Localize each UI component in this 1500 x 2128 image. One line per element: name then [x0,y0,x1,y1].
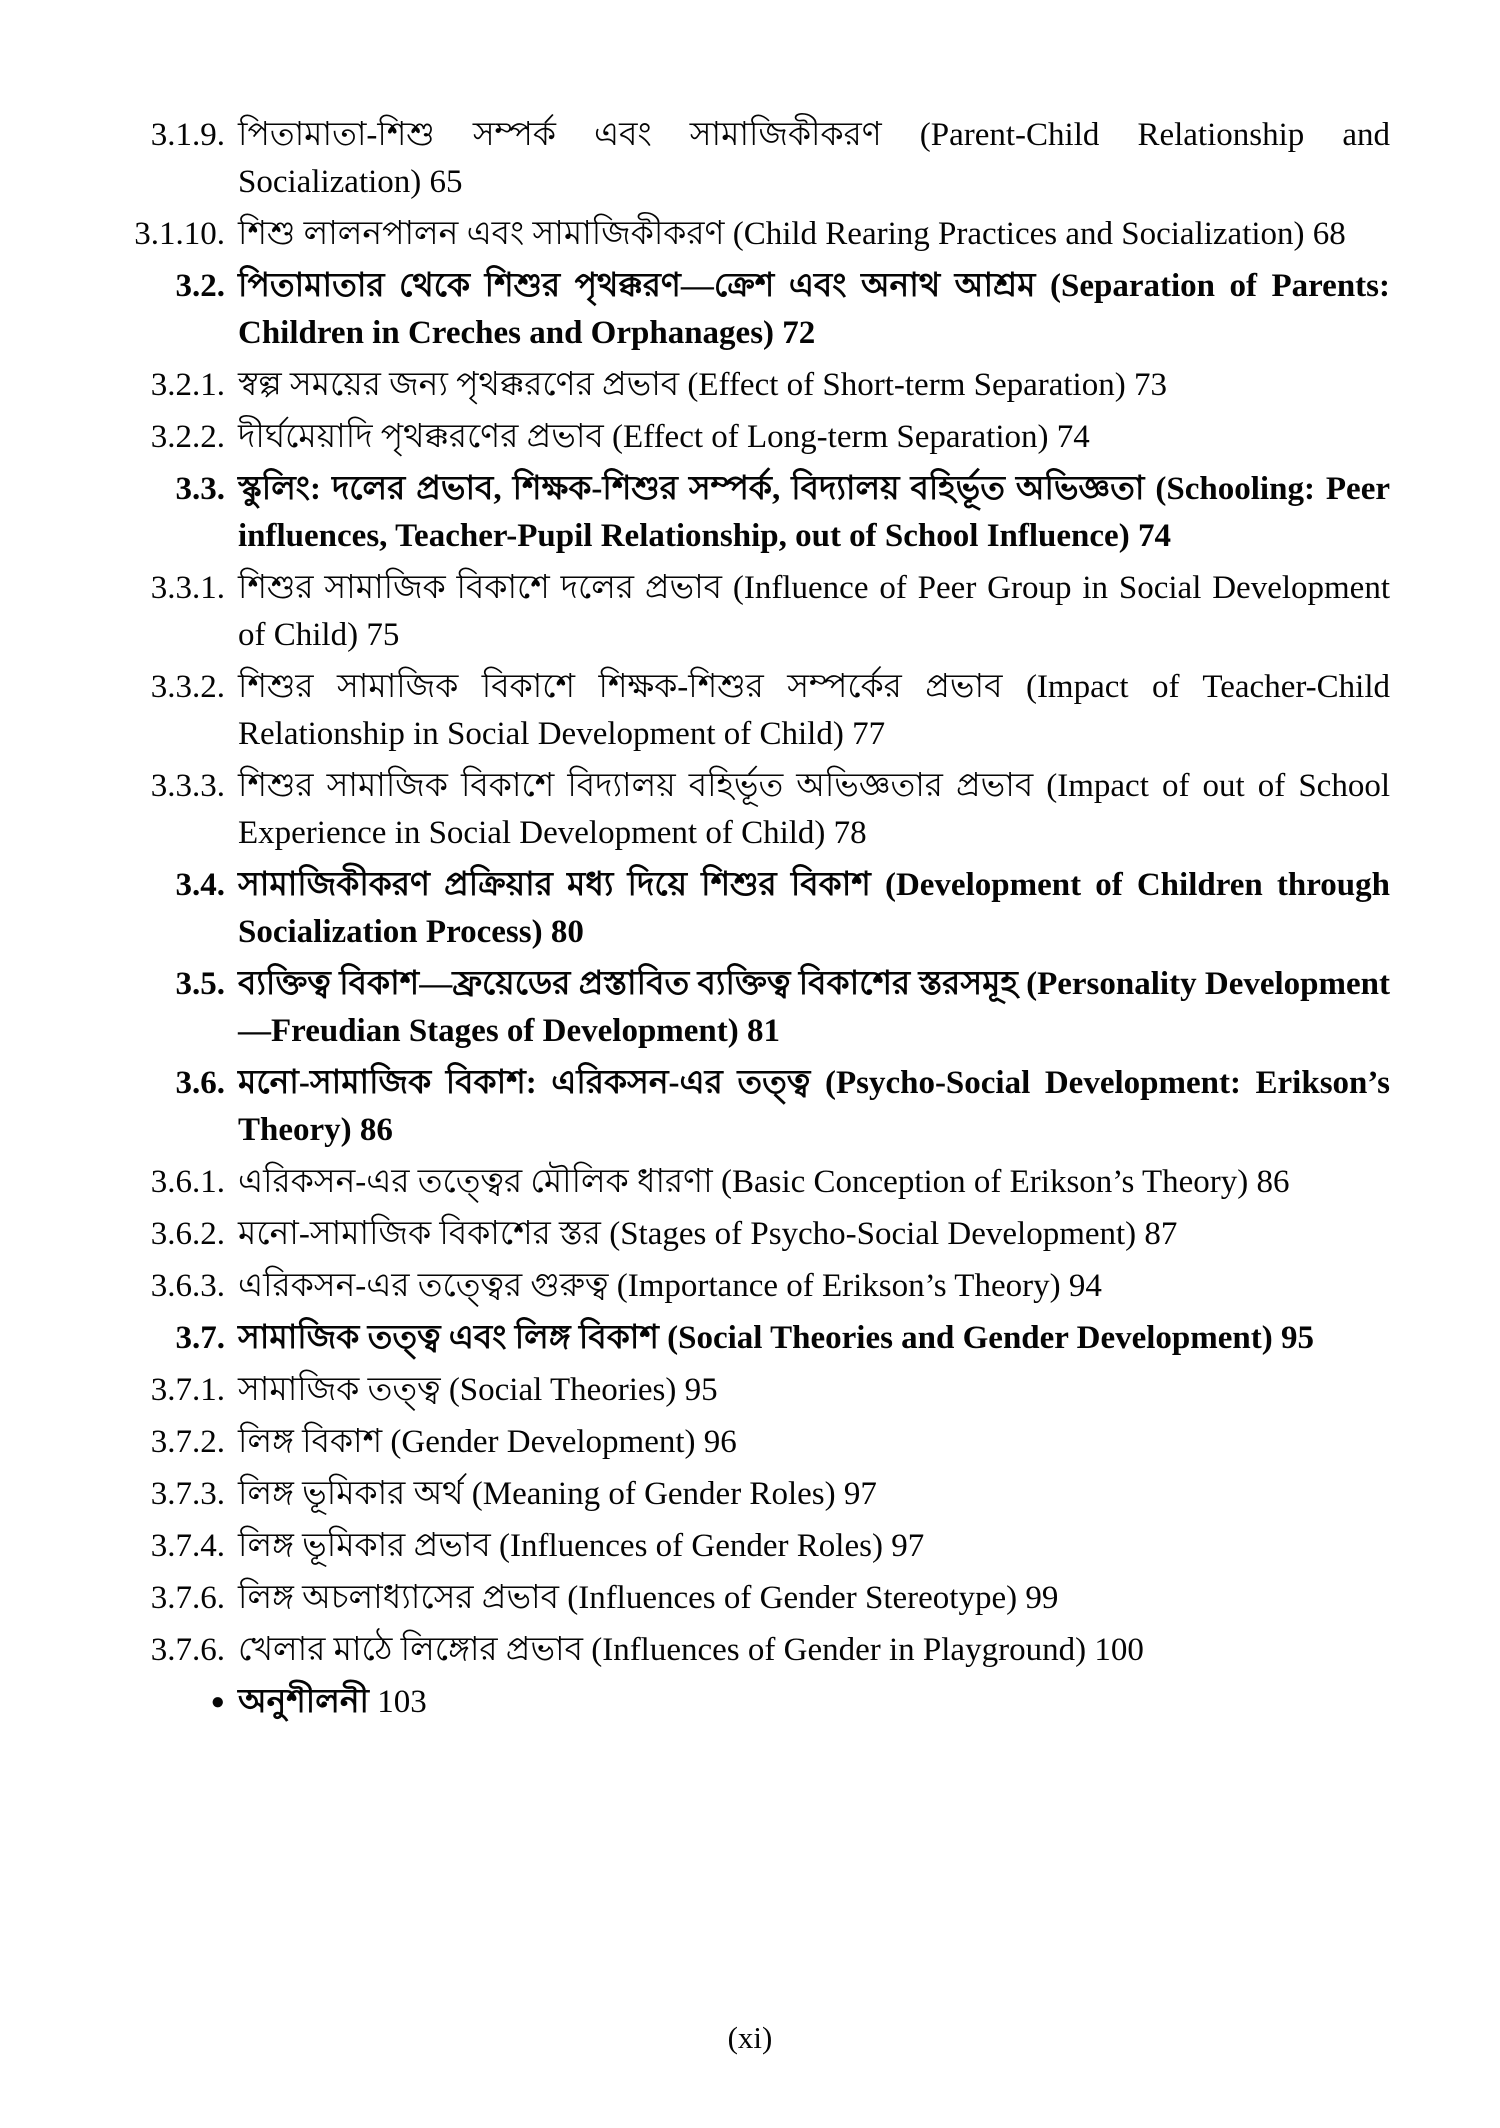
toc-entry-title-english: (Parent-Child Relationship and Socialization) [238,117,1390,200]
toc-entry-title-bengali: লিঙ্গ অচলাধ্যাসের প্রভাব [238,1580,559,1616]
toc-entry-page: 80 [550,914,584,950]
toc-entry-number: 3.1.10. [134,216,225,252]
page-number-footer: (xi) [727,2020,773,2055]
toc-entry-page: 78 [833,815,867,851]
toc-entry-page: 97 [843,1476,877,1512]
toc-entry-text [238,263,1390,357]
toc-entry [128,565,1390,659]
toc-entry-page: 77 [852,716,886,752]
toc-entry-title-english: (Influence of Peer Group in Social Development of Child) [238,570,1390,653]
toc-entry [128,1471,1390,1518]
toc-entry [128,862,1390,956]
toc-entry-title-english: (Social Theories) [448,1372,677,1408]
toc-entry-title-bengali: সামাজিক তত্ত্ব [238,1372,441,1408]
toc-entry-number: 3.3.1. [150,570,225,606]
toc-entry-title-bengali: এরিকসন-এর তত্ত্বের গুরুত্ব [238,1268,609,1304]
toc-entry-text [238,1211,1390,1258]
toc-entry-text [238,1523,1390,1570]
toc-list [128,112,1390,1731]
toc-entry-title-english: (Influences of Gender Roles) [499,1528,883,1564]
toc-entry-number: 3.2.2. [150,419,225,455]
toc-entry-title-bengali: সামাজিক তত্ত্ব এবং লিঙ্গ বিকাশ [238,1320,659,1356]
toc-entry [128,1315,1390,1362]
toc-entry-title-english: (Impact of Teacher-Child Relationship in Social Development of Child) [238,669,1391,752]
toc-entry-title-bengali: মনো-সামাজিক বিকাশের স্তর [238,1216,601,1252]
toc-entry-page: 99 [1025,1580,1059,1616]
toc-entry-title-english: (Psycho-Social Development: Erikson’s Theory) [238,1065,1391,1148]
toc-entry-number: 3.7.3. [150,1476,225,1512]
toc-entry-number: 3.6.2. [150,1216,225,1252]
toc-entry-page: 96 [703,1424,737,1460]
toc-entry-title-english: (Schooling: Peer influences, Teacher-Pupil Relationship, out of School Influence) [238,471,1390,554]
toc-entry-number: 3.2. [175,268,225,304]
toc-entry-title-english: (Gender Development) [390,1424,696,1460]
toc-entry-title-english: (Meaning of Gender Roles) [471,1476,836,1512]
toc-entry-number: ● [210,1689,225,1715]
toc-entry-number: 3.6.3. [150,1268,225,1304]
toc-entry-number: 3.4. [175,867,225,903]
toc-entry-title-bengali: দীর্ঘমেয়াদি পৃথক্করণের প্রভাব [238,419,604,455]
toc-entry-number: 3.7.6. [150,1580,225,1616]
toc-entry [128,263,1390,357]
toc-entry-number: 3.7. [175,1320,225,1356]
toc-entry [128,211,1390,258]
toc-entry-page: 75 [366,617,400,653]
toc-entry-title-bengali: স্কুলিং: দলের প্রভাব, শিক্ষক-শিশুর সম্পর্ক, বিদ্যালয় বহির্ভূত অভিজ্ঞতা [238,471,1145,507]
toc-entry-title-english: (Effect of Short-term Separation) [687,367,1126,403]
toc-entry-number: 3.1.9. [150,117,225,153]
toc-entry [128,1211,1390,1258]
toc-entry [128,1679,1390,1726]
toc-entry-title-english: (Separation of Parents: Children in Creches and Orphanages) [238,268,1390,351]
toc-entry-title-bengali: খেলার মাঠে লিঙ্গোর প্রভাব [238,1632,583,1668]
toc-entry-page: 72 [782,315,816,351]
toc-entry-title-bengali: সামাজিকীকরণ প্রক্রিয়ার মধ্য দিয়ে শিশুর বিকাশ [238,867,871,903]
toc-entry-page: 65 [429,164,463,200]
toc-entry-title-bengali: স্বল্প সময়ের জন্য পৃথক্করণের প্রভাব [238,367,680,403]
toc-entry-title-english: (Impact of out of School Experience in Social Development of Child) [238,768,1390,851]
toc-entry-title-english: (Development of Children through Socialization Process) [238,867,1390,950]
toc-entry-title-bengali: এরিকসন-এর তত্ত্বের মৌলিক ধারণা [238,1164,713,1200]
toc-entry-title-bengali: পিতামাতার থেকে শিশুর পৃথক্করণ—ক্রেশ এবং অনাথ আশ্রম [238,268,1036,304]
toc-entry-title-english: (Stages of Psycho-Social Development) [609,1216,1137,1252]
toc-entry-page: 95 [1280,1320,1314,1356]
toc-entry-title-bengali: অনুশীলনী [238,1684,369,1720]
toc-entry-text [238,1627,1390,1674]
toc-entry-title-bengali: শিশুর সামাজিক বিকাশে শিক্ষক-শিশুর সম্পর্কের প্রভাব [238,669,1003,705]
toc-entry [128,1419,1390,1466]
toc-entry-number: 3.3. [175,471,225,507]
toc-entry-page: 74 [1137,518,1171,554]
toc-entry-number: 3.2.1. [150,367,225,403]
toc-entry-text [238,466,1390,560]
toc-entry-page: 103 [377,1684,427,1720]
toc-entry-title-english: (Social Theories and Gender Development) [667,1320,1273,1356]
toc-entry-title-bengali: লিঙ্গ ভূমিকার অর্থ [238,1476,464,1512]
toc-entry-title-bengali: শিশু লালনপালন এবং সামাজিকীকরণ [238,216,725,252]
toc-entry-page: 68 [1312,216,1346,252]
toc-entry-number: 3.6. [175,1065,225,1101]
toc-entry-page: 86 [1256,1164,1290,1200]
toc-entry-number: 3.3.3. [150,768,225,804]
toc-entry-text [238,565,1390,659]
toc-entry [128,1159,1390,1206]
toc-entry-title-english: (Child Rearing Practices and Socialization) [732,216,1305,252]
toc-entry [128,763,1390,857]
toc-entry [128,961,1390,1055]
toc-entry [128,1367,1390,1414]
toc-entry-text [238,1471,1390,1518]
toc-entry-title-english: (Personality Development—Freudian Stages of Development) [238,966,1391,1049]
toc-entry-text [238,1419,1390,1466]
toc-entry-number: 3.5. [175,966,225,1002]
toc-entry-page: 86 [359,1112,393,1148]
toc-entry-text [238,362,1390,409]
toc-entry-number: 3.6.1. [150,1164,225,1200]
toc-entry-text [238,1263,1390,1310]
toc-entry-number: 3.3.2. [150,669,225,705]
toc-entry [128,414,1390,461]
toc-entry-page: 81 [747,1013,781,1049]
toc-entry [128,1060,1390,1154]
toc-entry-text [238,1060,1390,1154]
toc-entry-text [238,1315,1390,1362]
toc-entry-text [238,961,1390,1055]
toc-entry-title-bengali: ব্যক্তিত্ব বিকাশ—ফ্রয়েডের প্রস্তাবিত ব্যক্তিত্ব বিকাশের স্তরসমূহ [238,966,1018,1002]
toc-entry-text [238,211,1390,258]
toc-entry-title-bengali: লিঙ্গ ভূমিকার প্রভাব [238,1528,491,1564]
toc-entry-title-bengali: শিশুর সামাজিক বিকাশে বিদ্যালয় বহির্ভূত অভিজ্ঞতার প্রভাব [238,768,1034,804]
toc-entry-number: 3.7.4. [150,1528,225,1564]
toc-entry-page: 100 [1094,1632,1144,1668]
toc-entry-title-bengali: শিশুর সামাজিক বিকাশে দলের প্রভাব [238,570,723,606]
toc-entry-page: 73 [1133,367,1167,403]
toc-entry-number: 3.7.2. [150,1424,225,1460]
toc-entry [128,1627,1390,1674]
toc-entry [128,466,1390,560]
toc-entry-text [238,1679,1390,1726]
toc-entry-title-bengali: পিতামাতা-শিশু সম্পর্ক এবং সামাজিকীকরণ [238,117,882,153]
toc-entry-number: 3.7.6. [150,1632,225,1668]
toc-entry-text [238,862,1390,956]
toc-entry-title-english: (Basic Conception of Erikson’s Theory) [720,1164,1249,1200]
toc-entry-text [238,1575,1390,1622]
toc-entry [128,1263,1390,1310]
toc-entry-text [238,414,1390,461]
toc-entry-page: 74 [1056,419,1090,455]
toc-entry-text [238,112,1390,206]
toc-entry-title-bengali: মনো-সামাজিক বিকাশ: এরিকসন-এর তত্ত্ব [238,1065,811,1101]
toc-entry-text [238,664,1390,758]
toc-entry-page: 87 [1144,1216,1178,1252]
toc-entry-page: 97 [891,1528,925,1564]
toc-entry-title-english: (Influences of Gender Stereotype) [567,1580,1018,1616]
toc-entry-title-english: (Influences of Gender in Playground) [591,1632,1087,1668]
toc-entry-text [238,1159,1390,1206]
toc-entry-title-bengali: লিঙ্গ বিকাশ [238,1424,383,1460]
toc-entry-text [238,763,1390,857]
toc-entry-text [238,1367,1390,1414]
toc-entry-number: 3.7.1. [150,1372,225,1408]
toc-entry-title-english: (Effect of Long-term Separation) [612,419,1049,455]
toc-entry [128,112,1390,206]
toc-entry-title-english: (Importance of Erikson’s Theory) [616,1268,1061,1304]
toc-entry [128,664,1390,758]
toc-entry-page: 94 [1068,1268,1102,1304]
toc-entry-page: 95 [684,1372,718,1408]
toc-entry [128,362,1390,409]
toc-entry [128,1523,1390,1570]
toc-entry [128,1575,1390,1622]
